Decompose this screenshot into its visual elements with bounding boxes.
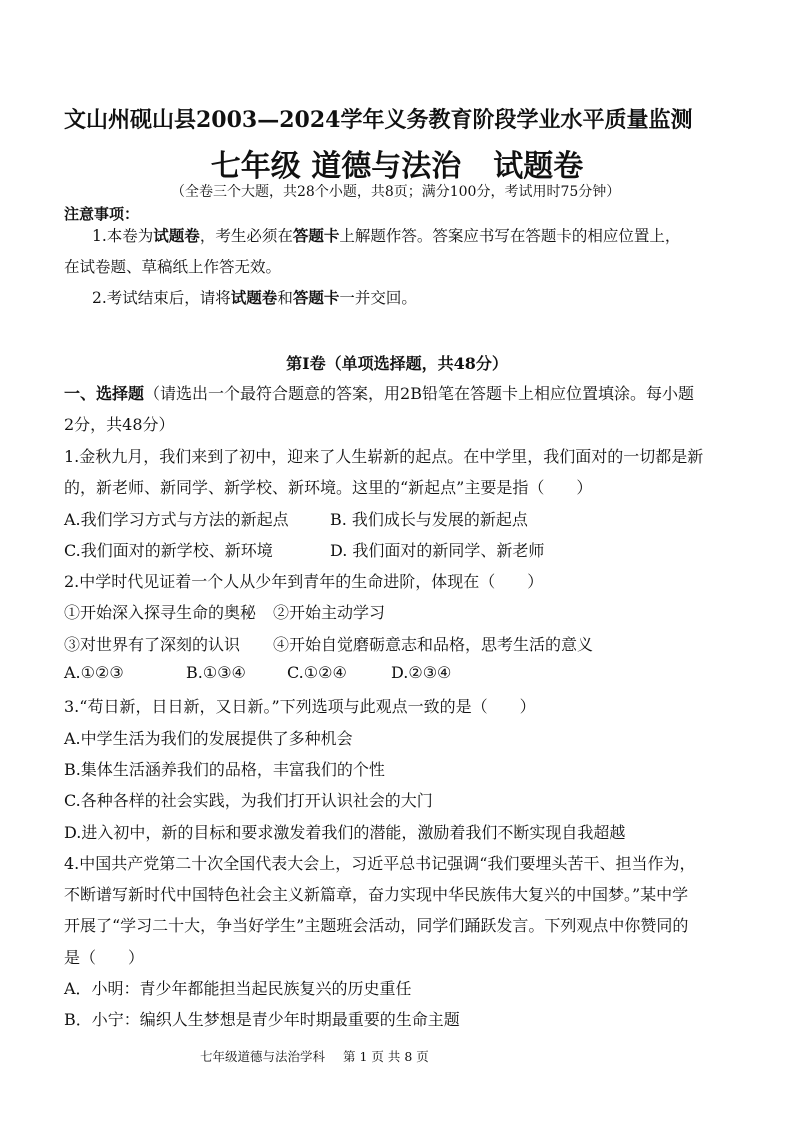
q1-option-b: B. 我们成长与发展的新起点 (330, 510, 528, 529)
q2-option-a: A.①②③ (64, 663, 124, 682)
q3-option-d: D.进入初中，新的目标和要求激发着我们的潜能，激励着我们不断实现自我超越 (64, 823, 626, 842)
q2-stem: 2.中学时代见证着一个人从少年到青年的生命进阶，体现在（ ） (64, 572, 544, 591)
q4-stem-line3: 开展了“学习二十大，争当好学生”主题班会活动，同学们踊跃发言。下列观点中你赞同的 (64, 916, 689, 935)
q4-option-b: B．小宁：编织人生梦想是青少年时期最重要的生命主题 (64, 1010, 460, 1029)
footer-page-number: 第 1 页 共 8 页 (343, 1049, 429, 1064)
page-footer (200, 1047, 429, 1065)
part-intro: 一、选择题（请选出一个最符合题意的答案，用2B铅笔在答题卡上相应位置填涂。每小题 (64, 384, 694, 403)
q1-stem-line1: 1.金秋九月，我们来到了初中，迎来了人生崭新的起点。在中学里，我们面对的一切都是新 (64, 447, 704, 466)
q2-option-b: B.①③④ (186, 663, 246, 682)
exam-title-line2 (0, 141, 794, 185)
q2-option-c: C.①②④ (287, 663, 347, 682)
exam-title-subject: 七年级 道德与法治 (210, 149, 462, 184)
q1-option-d: D. 我们面对的新同学、新老师 (330, 541, 545, 560)
exam-title-type: 试题卷 (493, 149, 584, 184)
q3-option-b: B.集体生活涵养我们的品格，丰富我们的个性 (64, 760, 385, 779)
part-intro-cont: 2分，共48分） (64, 415, 175, 434)
q2-statement-1: ①开始深入探寻生命的奥秘 (64, 603, 257, 622)
q4-stem-line4: 是（ ） (64, 948, 145, 967)
q3-stem: 3.“苟日新，日日新，又日新。”下列选项与此观点一致的是（ ） (64, 697, 536, 716)
footer-subject: 七年级道德与法治学科 (200, 1049, 326, 1064)
q4-stem-line2: 不断谱写新时代中国特色社会主义新篇章，奋力实现中华民族伟大复兴的中国梦。”某中学 (64, 885, 689, 904)
q3-option-a: A.中学生活为我们的发展提供了多种机会 (64, 729, 353, 748)
notice-item-2: 2.考试结束后，请将试题卷和答题卡一并交回。 (92, 288, 417, 307)
q2-statement-3: ③对世界有了深刻的认识 (64, 635, 241, 654)
notice-heading: 注意事项： (64, 205, 140, 223)
exam-subtitle: （全卷三个大题，共28个小题，共8页；满分100分，考试用时75分钟） (171, 184, 621, 200)
q4-stem-line1: 4.中国共产党第二十次全国代表大会上，习近平总书记强调“我们要埋头苦干、担当作为， (64, 854, 696, 873)
q2-statement-2: ②开始主动学习 (273, 603, 386, 622)
q2-option-d: D.②③④ (391, 663, 452, 682)
exam-title-line1: 文山州砚山县2003—2024学年义务教育阶段学业水平质量监测 (64, 107, 693, 133)
q3-option-c: C.各种各样的社会实践，为我们打开认识社会的大门 (64, 791, 433, 810)
q4-option-a: A．小明：青少年都能担当起民族复兴的历史重任 (64, 979, 412, 998)
q1-option-c: C.我们面对的新学校、新环境 (64, 541, 273, 560)
notice-item-1: 1.本卷为试题卷，考生必须在答题卡上解题作答。答案应书写在答题卡的相应位置上， (92, 226, 681, 245)
section-heading: 第Ⅰ卷（单项选择题，共48分） (286, 354, 508, 373)
q1-stem-line2: 的，新老师、新同学、新学校、新环境。这里的“新起点”主要是指（ ） (64, 478, 593, 497)
q1-option-a: A.我们学习方式与方法的新起点 (64, 510, 289, 529)
q2-statement-4: ④开始自觉磨砺意志和品格，思考生活的意义 (273, 635, 594, 654)
notice-item-1-cont: 在试卷题、草稿纸上作答无效。 (64, 258, 282, 276)
